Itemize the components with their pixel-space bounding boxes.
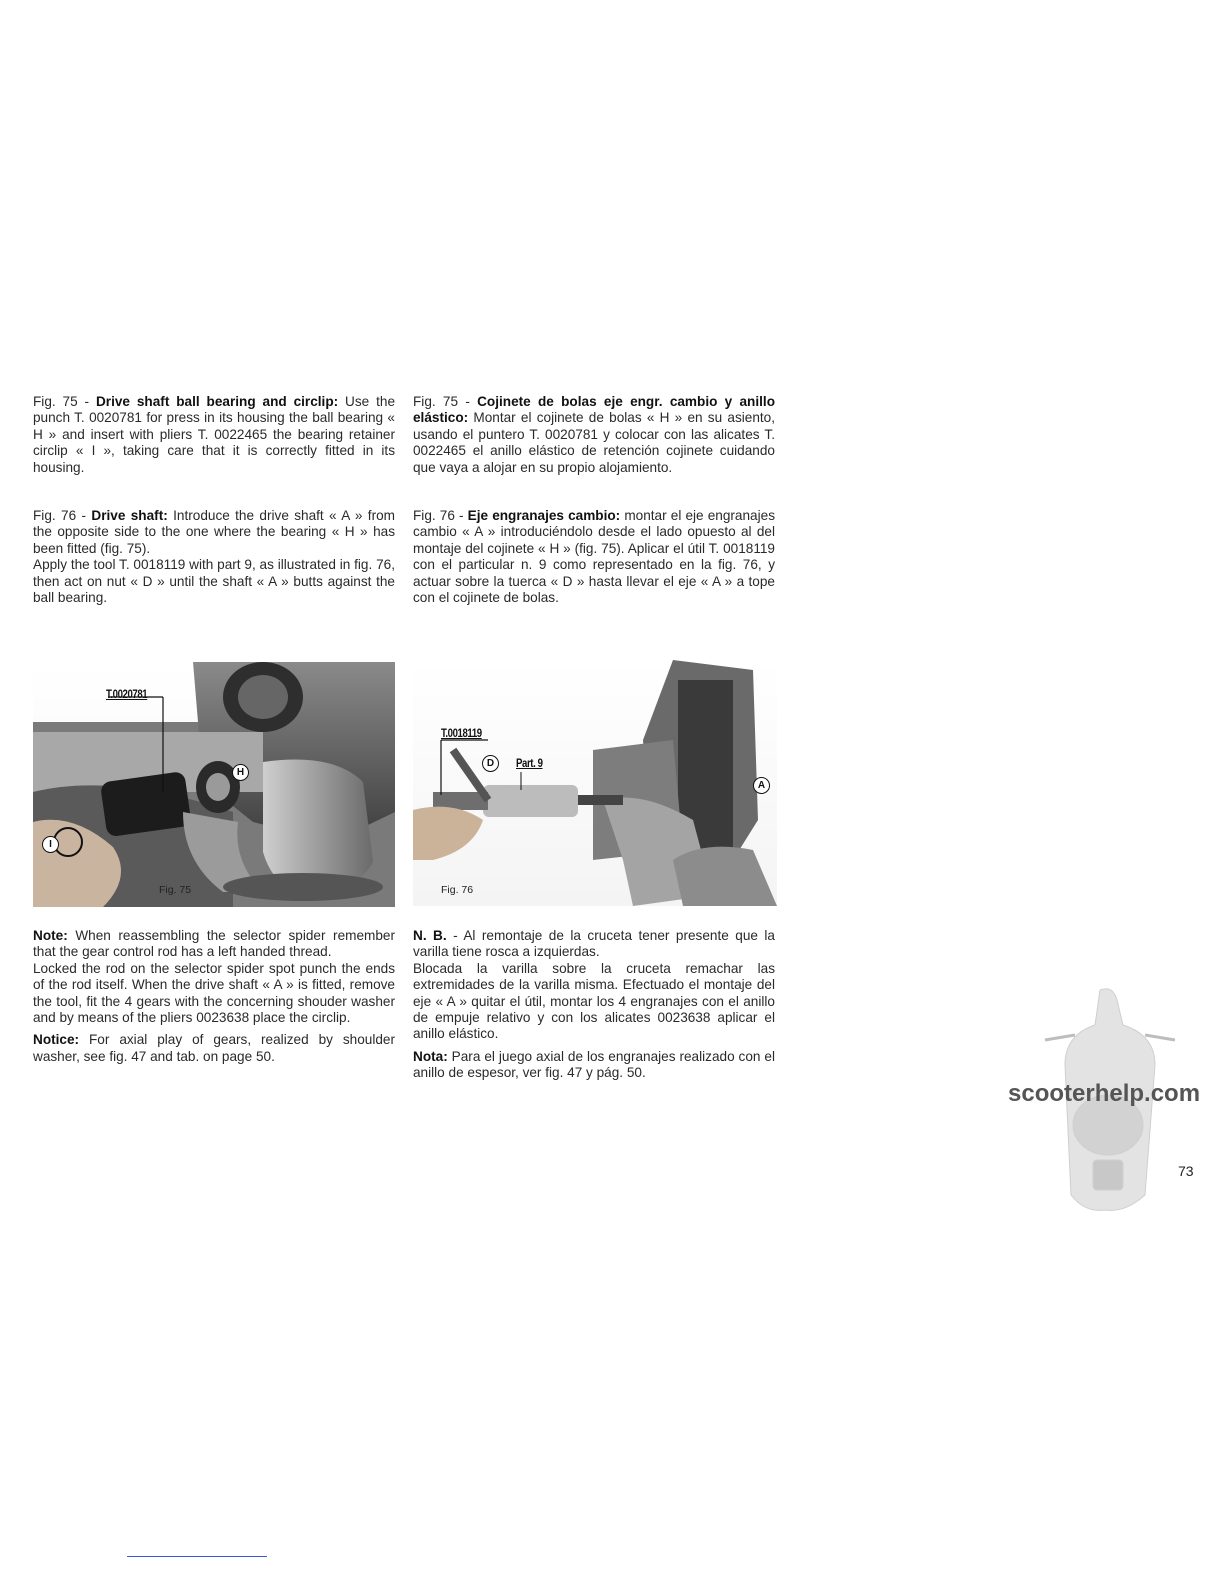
fig75-tool-label: T.0020781 [106,687,148,701]
nb-paragraph2-es: Blocada la varilla sobre la cruceta remachar las extremidades de la varilla misma. Efectuado el montaje del eje « A » quitar el útil, montar los 4 engranajes con el anillo de empuje relativo y con los alicates 0023638 aplicar el anillo elástico. [413,960,775,1042]
nb-paragraph-es: N. B. - Al remontaje de la cruceta tener presente que la varilla tiene rosca a izquierdas. [413,928,775,960]
fig76-illustration [413,660,777,906]
notice-paragraph-en: Notice: For axial play of gears, realized by shoulder washer, see fig. 47 and tab. on page 50. [33,1032,395,1064]
fig75-paragraph-es: Fig. 75 - Cojinete de bolas eje engr. cambio y anillo elástico: Montar el cojinete de bolas « H » en su asiento, usando el puntero T. 0020781 y colocar con las alicates T. 0022465 el anillo elástico de retención cojinete cuidando que vaya a alojar en su propio alojamiento. [413,394,775,475]
fig76-part-label: Part. 9 [516,756,543,770]
fig76-label-d: D [482,755,499,772]
fig75-paragraph-en: Fig. 75 - Drive shaft ball bearing and circlip: Use the punch T. 0020781 for press in its housing the ball bearing « H » and insert with pliers T. 0022465 the bearing retainer circlip « I », taking care that it is correctly fitted in its housing. [33,394,396,475]
footer-link-underline [127,1556,267,1557]
watermark-text: scooterhelp.com [1008,1080,1201,1107]
fig76-tool-label: T.0018119 [441,726,482,740]
left-column [33,394,395,476]
fig76-photo [413,660,777,906]
fig76-title-en: Drive shaft: [91,508,168,523]
right-column-notes [413,928,775,1082]
left-column-notes [33,928,395,1065]
left-column-fig76 [33,508,395,606]
fig76-title-es: Eje engranajes cambio: [467,508,621,523]
note-paragraph2-en: Locked the rod on the selector spider spot punch the ends of the rod itself. When the drive shaft « A » is fitted, remove the tool, fit the 4 gears with the concerning shouder washer and by means of the pliers 0023638 place the circlip. [33,960,395,1026]
fig75-label-h: H [232,764,249,781]
fig75-photo [33,662,395,907]
fig75-label-i: I [42,836,59,853]
fig76-caption: Fig. 76 [441,884,474,896]
fig76-paragraph2-en: Apply the tool T. 0018119 with part 9, as illustrated in fig. 76, then act on nut « D » until the shaft « A » butts against the ball bearing. [33,557,395,606]
nota-title-es: Nota: [413,1048,448,1064]
fig75-title-es: Cojinete de bolas eje engr. cambio y anillo elástico: [413,394,775,426]
fig76-label-a: A [753,777,770,794]
fig75-illustration [33,662,395,907]
right-column [413,394,775,476]
page-number: 73 [1178,1163,1194,1179]
fig75-title-en: Drive shaft ball bearing and circlip: [95,394,339,409]
fig76-paragraph-es: Fig. 76 - Eje engranajes cambio: montar el eje engranajes cambio « A » introduciéndolo desde el lado opuesto al del montaje del cojinete « H » (fig. 75). Aplicar el útil T. 0018119 con el particular n. 9 como representado en la fig. 76, y actuar sobre la tuerca « D » hasta llevar el eje « A » a tope con el cojinete de bolas. [413,508,775,606]
fig75-caption: Fig. 75 [159,884,192,896]
right-column-fig76 [413,508,775,606]
note-title-en: Note: [33,928,68,943]
nb-title-es: N. B. [413,928,447,943]
note-paragraph-en: Note: When reassembling the selector spider remember that the gear control rod has a left handed thread. [33,928,395,960]
notice-title-en: Notice: [33,1032,80,1048]
fig76-paragraph-en: Fig. 76 - Drive shaft: Introduce the drive shaft « A » from the opposite side to the one where the bearing « H » has been fitted (fig. 75). [33,508,395,556]
nota-paragraph-es: Nota: Para el juego axial de los engranajes realizado con el anillo de espesor, ver fig. 47 y pág. 50. [413,1048,775,1081]
